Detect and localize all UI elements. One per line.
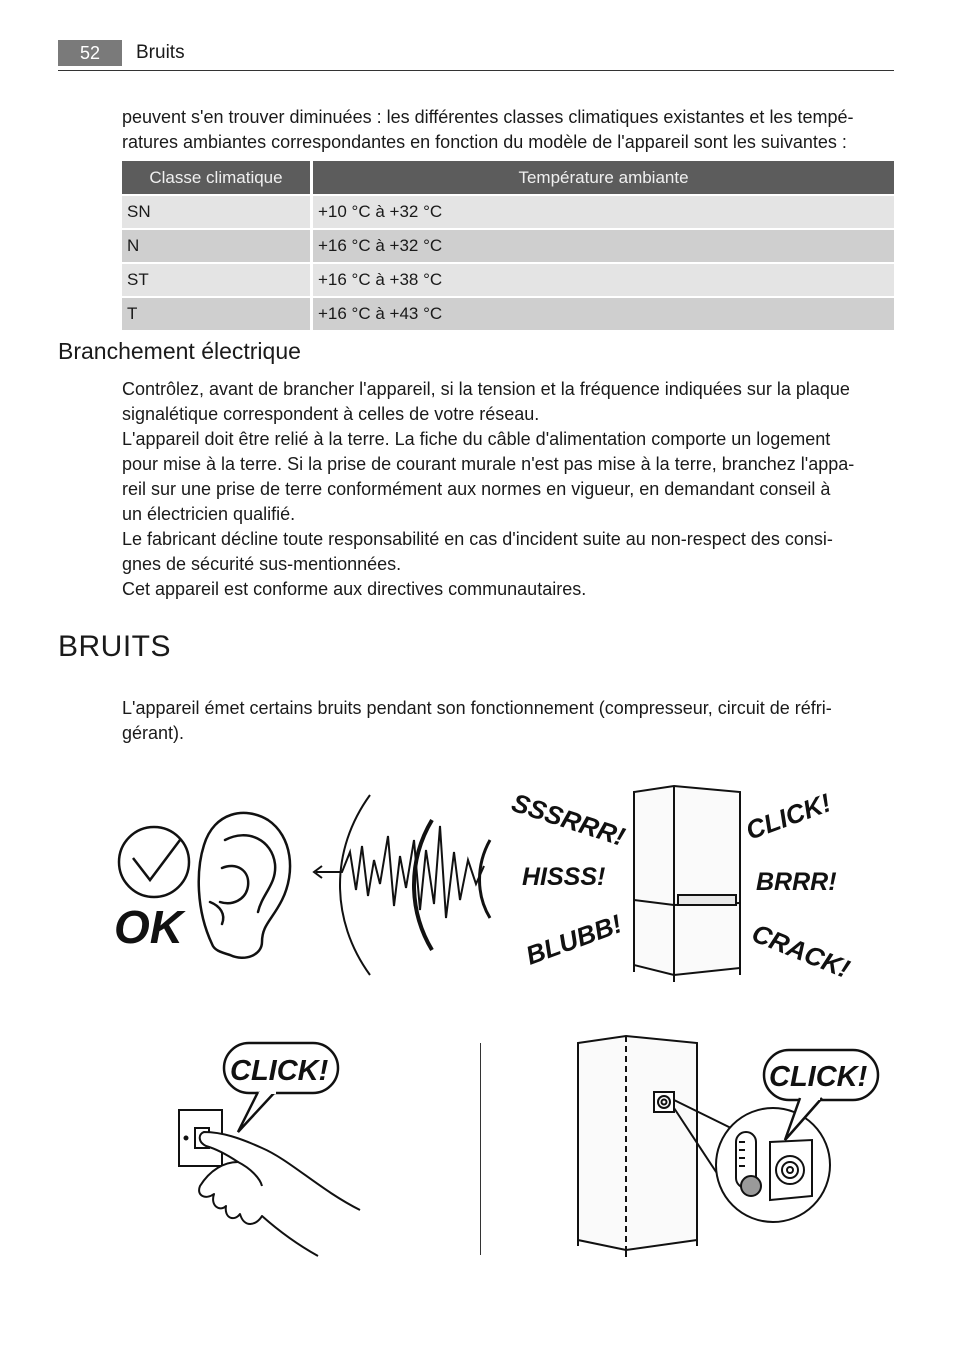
electrical-line: Le fabricant décline toute responsabilité en cas d'incident suite au non-respect des consi- <box>122 529 833 549</box>
thermostat-knob-icon <box>770 1140 812 1200</box>
hand-icon <box>199 1132 360 1256</box>
noises-line: L'appareil émet certains bruits pendant son fonctionnement (compresseur, circuit de réfri- <box>122 698 832 718</box>
checkmark-icon <box>119 827 189 897</box>
electrical-line: pour mise à la terre. Si la prise de courant murale n'est pas mise à la terre, branchez l'appa- <box>122 454 855 474</box>
click-label-left: CLICK! <box>230 1055 329 1087</box>
electrical-line: Cet appareil est conforme aux directives communautaires. <box>122 579 587 599</box>
header-section-title: Bruits <box>136 42 185 63</box>
table-cell-class: ST <box>122 262 313 296</box>
electrical-line: un électricien qualifié. <box>122 504 296 524</box>
intro-line: ratures ambiantes correspondantes en fonction du modèle de l'appareil sont les suivantes : <box>122 132 847 152</box>
sound-word-sssrrr: SSSRRR! <box>508 787 629 852</box>
table-cell-temperature: +10 °C à +32 °C <box>313 194 894 228</box>
electrical-line: signalétique correspondent à celles de votre réseau. <box>122 404 540 424</box>
fridge-icon <box>578 1036 697 1257</box>
sound-wave-icon <box>314 795 490 975</box>
table-cell-temperature: +16 °C à +38 °C <box>313 262 894 296</box>
ok-label: OK <box>114 901 183 953</box>
intro-line: peuvent s'en trouver diminuées : les différentes classes climatiques existantes et les tempé- <box>122 107 854 127</box>
sound-word-crack: CRACK! <box>747 917 855 984</box>
fridge-freezer-icon <box>634 786 740 982</box>
noises-line: gérant). <box>122 723 185 743</box>
electrical-line: Contrôlez, avant de brancher l'appareil, si la tension et la fréquence indiquées sur la plaque <box>122 379 850 399</box>
table-header-class: Classe climatique <box>122 161 313 194</box>
page-number: 52 <box>58 40 122 66</box>
illustration-divider <box>480 1043 481 1255</box>
chapter-title-noises: BRUITS <box>58 630 172 663</box>
electrical-line: gnes de sécurité sus-mentionnées. <box>122 554 402 574</box>
section-heading-electrical: Branchement électrique <box>58 338 301 364</box>
table-header-temperature: Température ambiante <box>313 161 894 194</box>
table-cell-class: N <box>122 228 313 262</box>
table-cell-class: T <box>122 296 313 330</box>
table-cell-temperature: +16 °C à +43 °C <box>313 296 894 330</box>
sound-word-hisss: HISSS! <box>522 863 606 891</box>
electrical-line: L'appareil doit être relié à la terre. La fiche du câble d'alimentation comporte un logement <box>122 429 831 449</box>
sound-word-brrr: BRRR! <box>756 868 837 896</box>
click-label-right: CLICK! <box>769 1061 868 1093</box>
sound-word-blubb: BLUBB! <box>521 908 626 971</box>
ear-icon <box>199 813 290 958</box>
electrical-line: reil sur une prise de terre conformément aux normes en vigueur, en demandant conseil à <box>122 479 831 499</box>
table-cell-class: SN <box>122 194 313 228</box>
table-cell-temperature: +16 °C à +32 °C <box>313 228 894 262</box>
sound-word-click: CLICK! <box>741 787 835 846</box>
